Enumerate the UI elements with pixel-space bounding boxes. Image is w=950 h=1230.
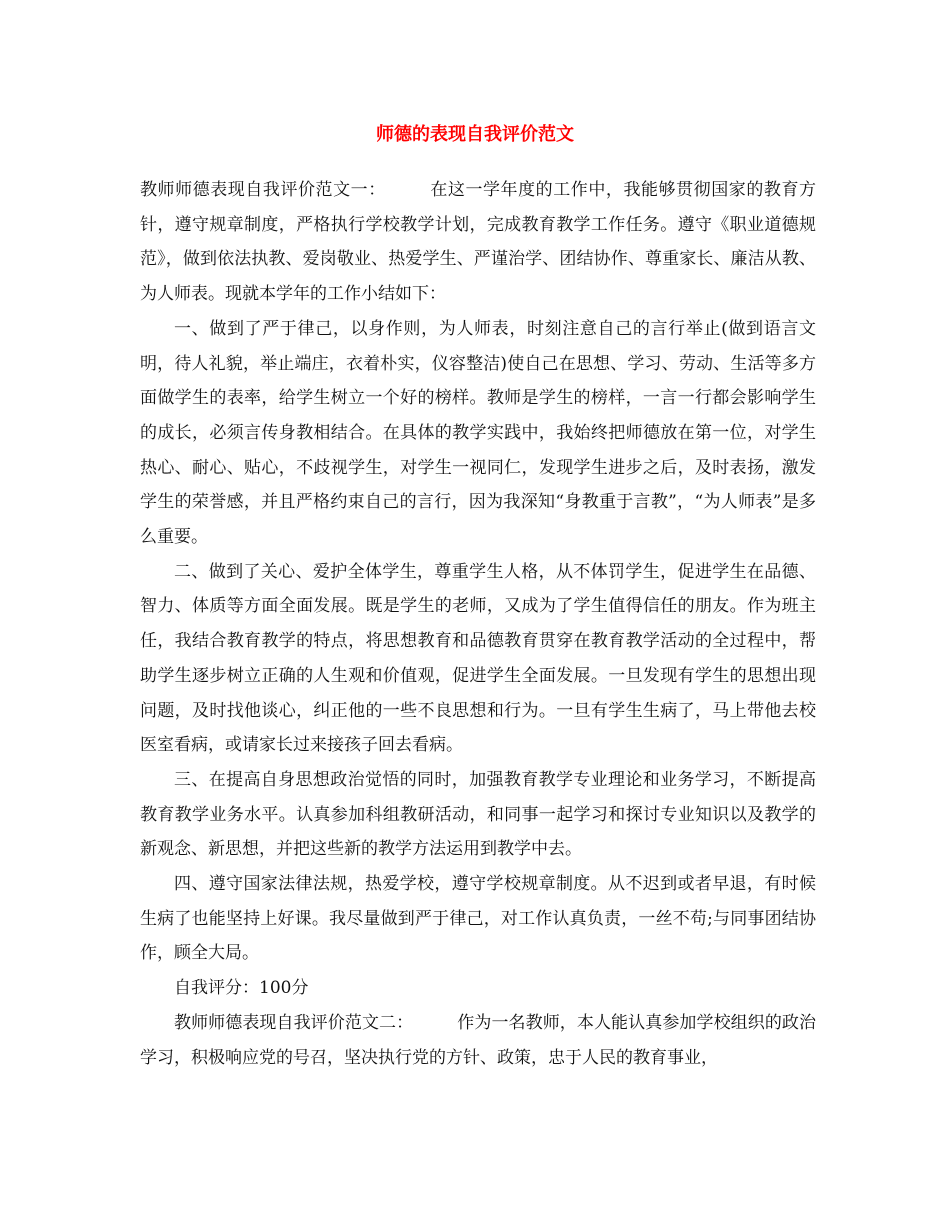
sample-one-intro-text: 在这一学年度的工作中，我能够贯彻国家的教育方针，遵守规章制度，严格执行学校教学计划，完成教育教学工作任务。遵守《职业道德规范》，做到依法执教、爱岗敬业、热爱学生、严谨治学、团结协作、尊重家长、廉洁从教、为人师表。现就本学年的工作小结如下：: [140, 180, 817, 305]
paragraph-point-one: 一、做到了严于律己，以身作则，为人师表，时刻注意自己的言行举止(做到语言文明，待人礼貌，举止端庄，衣着朴实，仪容整洁)使自己在思想、学习、劳动、生活等多方面做学生的表率，给学生树立一个好的榜样。教师是学生的榜样，一言一行都会影响学生的成长，必须言传身教相结合。在具体的教学实践中，我始终把师德放在第一位，对学生热心、耐心、贴心，不歧视学生，对学生一视同仁，发现学生进步之后，及时表扬，激发学生的荣誉感，并且严格约束自己的言行，因为我深知“身教重于言教”，“为人师表”是多么重要。: [140, 318, 816, 548]
sample-one-heading: 教师师德表现自我评价范文一：: [140, 180, 386, 200]
paragraph-point-four: 四、遵守国家法律法规，热爱学校，遵守学校规章制度。从不迟到或者早退，有时候生病了也能坚持上好课。我尽量做到严于律己，对工作认真负责，一丝不苟;与同事团结协作，顾全大局。: [140, 874, 816, 964]
paragraph-point-two: 二、做到了关心、爱护全体学生，尊重学生人格，从不体罚学生，促进学生在品德、智力、体质等方面全面发展。既是学生的老师，又成为了学生值得信任的朋友。作为班主任，我结合教育教学的特点，将思想教育和品德教育贯穿在教育教学活动的全过程中，帮助学生逐步树立正确的人生观和价值观，促进学生全面发展。一旦发现有学生的思想出现问题，及时找他谈心，纠正他的一些不良思想和行为。一旦有学生生病了，马上带他去校医室看病，或请家长过来接孩子回去看病。: [140, 561, 816, 756]
paragraph-self-score: 自我评分：100分: [174, 978, 309, 999]
paragraph-sample-one-intro: [140, 173, 816, 312]
sample-two-intro-text: 作为一名教师，本人能认真参加学校组织的政治学习，积极响应党的号召，坚决执行党的方针、政策，忠于人民的教育事业，: [140, 1012, 817, 1068]
document-title: 师德的表现自我评价范文: [376, 124, 574, 145]
paragraph-sample-two-intro: [140, 1006, 816, 1075]
paragraph-point-three: 三、在提高自身思想政治觉悟的同时，加强教育教学专业理论和业务学习，不断提高教育教学业务水平。认真参加科组教研活动，和同事一起学习和探讨专业知识以及教学的新观念、新思想，并把这些新的教学方法运用到教学中去。: [140, 769, 816, 860]
sample-two-heading: 教师师德表现自我评价范文二：: [174, 1012, 414, 1033]
document-body: [140, 173, 816, 1075]
